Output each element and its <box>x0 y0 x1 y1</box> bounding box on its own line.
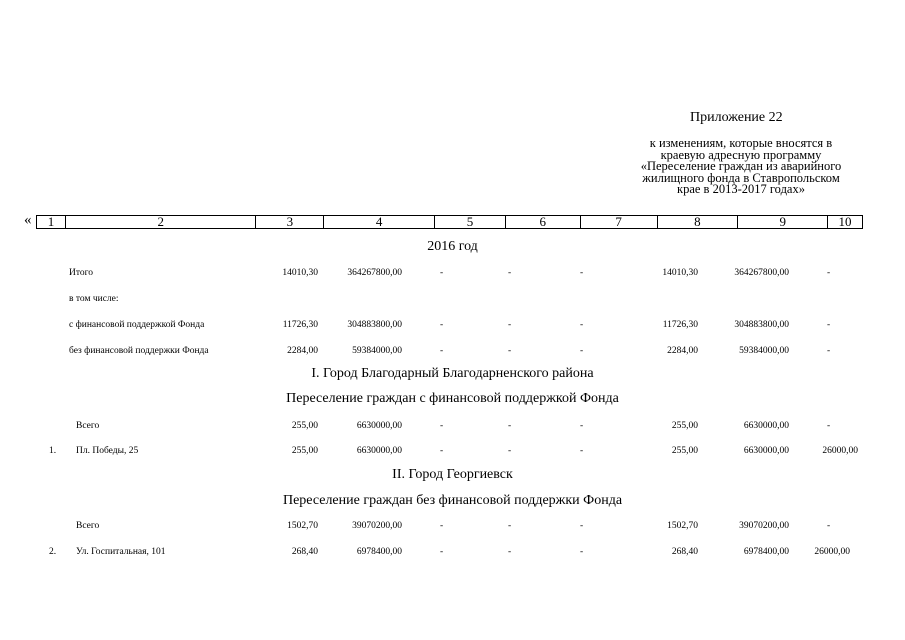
cell-col-9: 6978400,00 <box>743 547 789 557</box>
cell-col-6: - <box>508 446 512 456</box>
cell-col-8: 11726,30 <box>662 320 698 330</box>
cell-col-3: 255,00 <box>291 421 318 431</box>
row-number: 1. <box>49 446 57 456</box>
cell-col-4: 304883800,00 <box>347 320 402 330</box>
cell-col-8: 255,00 <box>671 421 698 431</box>
cell-col-7: - <box>580 521 584 531</box>
cell-col-5: - <box>440 446 444 456</box>
cell-col-10: - <box>827 421 831 431</box>
open-quote: « <box>24 212 32 228</box>
cell-col-8: 2284,00 <box>667 346 698 356</box>
appendix-caption-line: «Переселение граждан из аварийного <box>640 159 842 173</box>
cell-col-9: 59384000,00 <box>739 346 789 356</box>
table-row <box>0 444 905 458</box>
header-col-7: 7 <box>580 216 657 228</box>
cell-col-4: 6630000,00 <box>356 446 402 456</box>
cell-col-6: - <box>508 346 512 356</box>
cell-col-4: 364267800,00 <box>347 268 402 278</box>
cell-col-7: - <box>580 547 584 557</box>
cell-col-10: 26000,00 <box>814 547 850 557</box>
cell-col-3: 1502,70 <box>287 521 318 531</box>
row-name: Всего <box>76 421 100 431</box>
row-name: в том числе: <box>69 294 119 304</box>
appendix-title: Приложение 22 <box>690 110 783 125</box>
cell-col-8: 255,00 <box>671 446 698 456</box>
cell-col-3: 2284,00 <box>287 346 318 356</box>
cell-col-6: - <box>508 320 512 330</box>
cell-col-10: - <box>827 320 831 330</box>
table-row <box>0 318 905 332</box>
header-col-5: 5 <box>434 216 505 228</box>
cell-col-9: 6630000,00 <box>743 446 789 456</box>
section-heading: I. Город Благодарный Благодарненского района <box>311 366 594 381</box>
header-col-8: 8 <box>657 216 738 228</box>
row-name: Ул. Госпитальная, 101 <box>76 547 166 557</box>
cell-col-9: 304883800,00 <box>734 320 789 330</box>
cell-col-10: - <box>827 521 831 531</box>
cell-col-9: 39070200,00 <box>739 521 789 531</box>
cell-col-7: - <box>580 268 584 278</box>
cell-col-7: - <box>580 446 584 456</box>
cell-col-7: - <box>580 346 584 356</box>
cell-col-5: - <box>440 547 444 557</box>
cell-col-5: - <box>440 320 444 330</box>
table-header-row <box>36 215 863 229</box>
row-name: Пл. Победы, 25 <box>76 446 139 456</box>
row-name: Всего <box>76 521 100 531</box>
section-heading: II. Город Георгиевск <box>392 467 513 482</box>
cell-col-8: 14010,30 <box>662 268 698 278</box>
cell-col-6: - <box>508 268 512 278</box>
cell-col-9: 364267800,00 <box>734 268 789 278</box>
table-row <box>0 266 905 280</box>
cell-col-6: - <box>508 521 512 531</box>
appendix-caption-line: жилищного фонда в Ставропольском <box>642 170 840 185</box>
cell-col-4: 39070200,00 <box>352 521 402 531</box>
cell-col-10: - <box>827 346 831 356</box>
header-col-6: 6 <box>505 216 580 228</box>
cell-col-4: 6630000,00 <box>356 421 402 431</box>
cell-col-7: - <box>580 421 584 431</box>
header-col-3: 3 <box>255 216 323 228</box>
cell-col-3: 255,00 <box>291 446 318 456</box>
cell-col-3: 11726,30 <box>282 320 318 330</box>
cell-col-10: - <box>827 268 831 278</box>
cell-col-3: 268,40 <box>291 547 318 557</box>
cell-col-6: - <box>508 547 512 557</box>
section-subheading: Переселение граждан без финансовой поддержки Фонда <box>282 493 623 508</box>
header-col-9: 9 <box>737 216 827 228</box>
cell-col-6: - <box>508 421 512 431</box>
cell-col-8: 1502,70 <box>667 521 698 531</box>
row-name: Итого <box>69 268 94 278</box>
header-col-10: 10 <box>827 216 862 228</box>
table-row <box>0 344 905 358</box>
cell-col-4: 6978400,00 <box>356 547 402 557</box>
header-col-4: 4 <box>323 216 434 228</box>
cell-col-3: 14010,30 <box>282 268 318 278</box>
cell-col-7: - <box>580 320 584 330</box>
section-subheading: Переселение граждан с финансовой поддержкой Фонда <box>286 391 619 406</box>
row-number: 2. <box>49 547 57 557</box>
header-col-2: 2 <box>65 216 256 228</box>
cell-col-9: 6630000,00 <box>743 421 789 431</box>
cell-col-10: 26000,00 <box>822 446 858 456</box>
table-row <box>0 519 905 533</box>
header-col-1: 1 <box>47 214 55 229</box>
appendix-caption-line: к изменениям, которые вносятся в <box>649 136 833 150</box>
table-row <box>0 545 905 559</box>
cell-col-5: - <box>440 521 444 531</box>
cell-col-4: 59384000,00 <box>352 346 402 356</box>
row-name: с финансовой поддержкой Фонда <box>69 320 205 330</box>
cell-col-5: - <box>440 268 444 278</box>
table-row <box>0 419 905 433</box>
row-name: без финансовой поддержки Фонда <box>69 346 209 356</box>
cell-col-5: - <box>440 421 444 431</box>
appendix-caption-line: крае в 2013-2017 годах» <box>677 182 805 196</box>
cell-col-8: 268,40 <box>671 547 698 557</box>
year-heading: 2016 год <box>427 239 478 254</box>
appendix-caption-line: краевую адресную программу <box>660 147 822 162</box>
cell-col-5: - <box>440 346 444 356</box>
table-row <box>0 292 905 306</box>
appendix-caption <box>612 138 870 196</box>
